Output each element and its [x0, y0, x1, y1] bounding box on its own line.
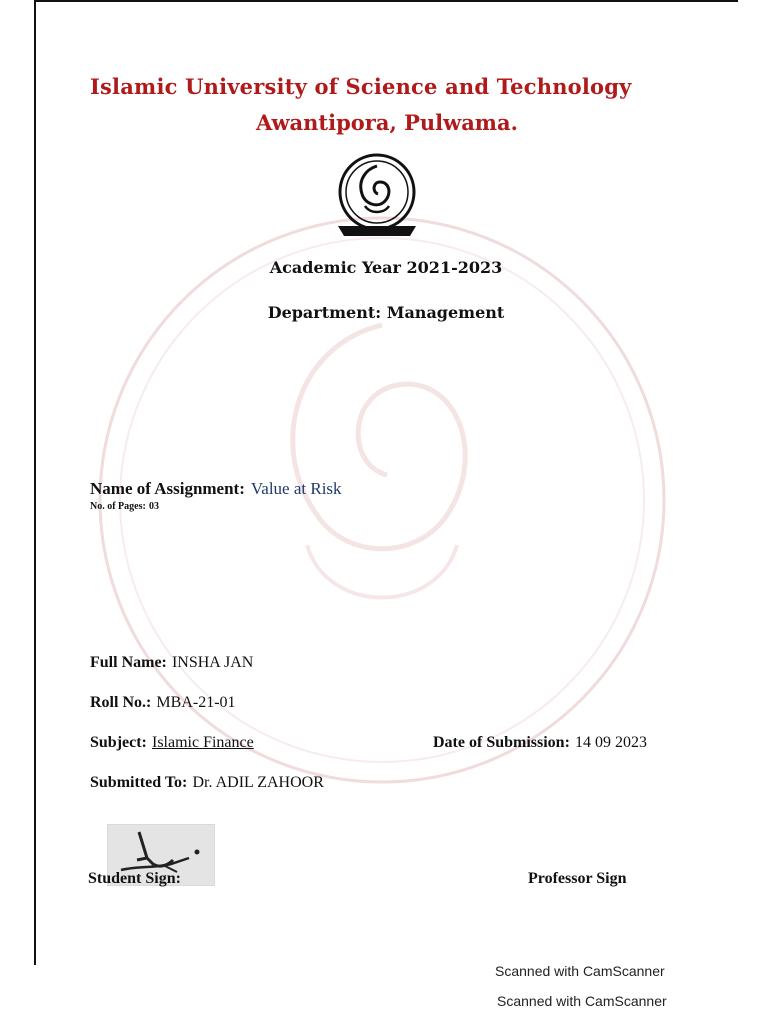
date-of-submission-value: 14 09 2023 — [575, 734, 647, 751]
university-emblem-icon — [332, 152, 422, 244]
student-sign-text: Student Sign: — [88, 870, 181, 887]
university-location: Awantipora, Pulwama. — [256, 110, 518, 135]
pages-row — [90, 501, 159, 512]
camscanner-watermark-2: Scanned with CamScanner — [497, 993, 667, 1009]
submitted-to-label: Submitted To: — [90, 774, 188, 791]
assignment-name-row — [90, 479, 342, 499]
roll-no-label: Roll No.: — [90, 694, 152, 711]
full-name-row — [90, 652, 253, 672]
full-name-value: INSHA JAN — [171, 654, 254, 671]
university-name: Islamic University of Science and Technology — [90, 74, 632, 99]
student-sign-label — [88, 868, 181, 888]
subject-value: Islamic Finance — [151, 734, 254, 751]
pages-label: No. of Pages: — [90, 501, 146, 512]
academic-year: Academic Year 2021-2023 — [269, 258, 503, 277]
assignment-name-label: Name of Assignment: — [90, 479, 245, 498]
professor-sign-text: Professor Sign — [528, 870, 627, 887]
roll-no-value: MBA-21-01 — [156, 694, 236, 711]
page-border-top — [34, 0, 738, 2]
department: Department: Management — [267, 303, 505, 322]
camscanner-watermark-1: Scanned with CamScanner — [495, 963, 665, 979]
date-of-submission-label: Date of Submission: — [433, 734, 570, 751]
date-of-submission-row — [433, 732, 647, 752]
subject-label: Subject: — [90, 734, 147, 751]
page-border-left — [34, 0, 36, 965]
pages-value: 03 — [149, 501, 160, 512]
submitted-to-value: Dr. ADIL ZAHOOR — [192, 774, 324, 791]
assignment-name-value: Value at Risk — [250, 479, 342, 498]
full-name-label: Full Name: — [90, 654, 167, 671]
professor-sign-label — [528, 868, 627, 888]
submitted-to-row — [90, 772, 324, 792]
roll-no-row — [90, 692, 236, 712]
subject-row — [90, 732, 254, 752]
